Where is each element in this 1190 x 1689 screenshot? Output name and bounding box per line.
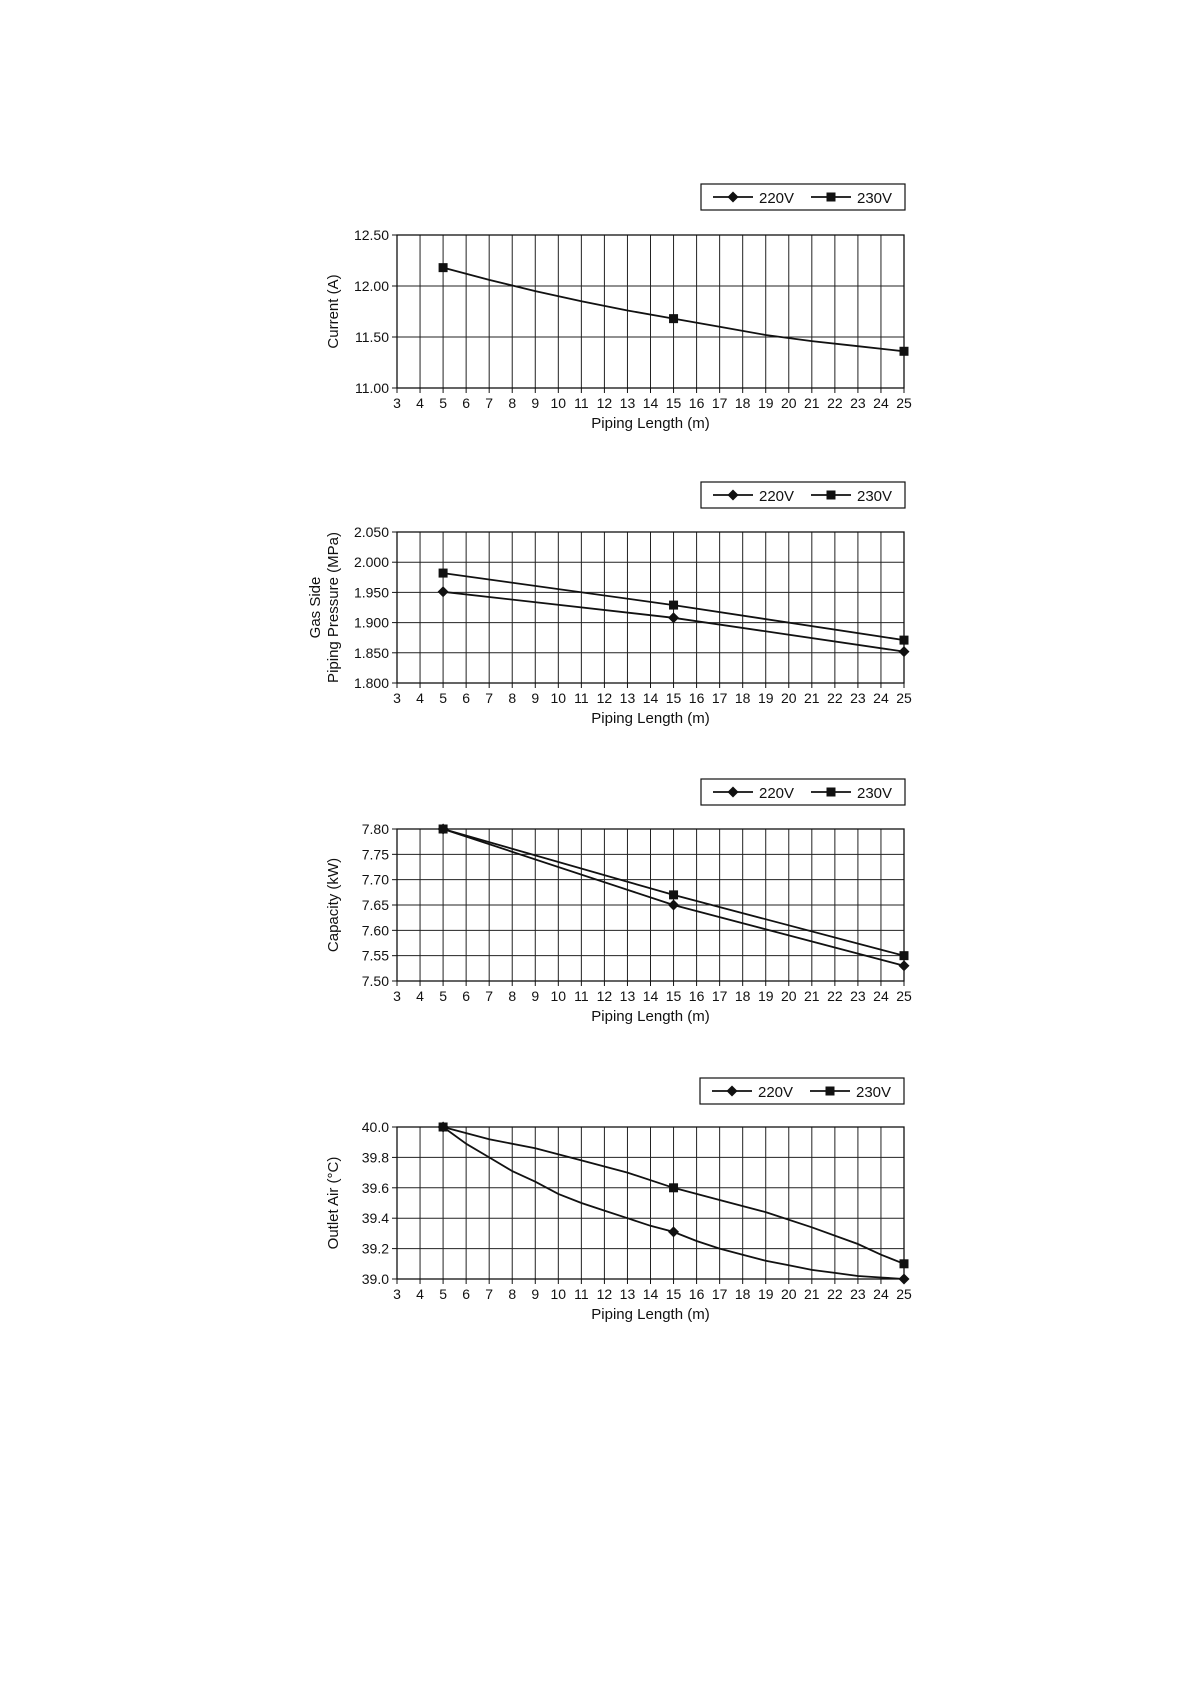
x-tick-label: 23 [850,690,866,706]
y-tick-label: 7.60 [361,922,389,939]
x-tick-label: 14 [642,1286,659,1302]
chart-1 [325,184,912,432]
x-tick-label: 19 [757,690,774,706]
data-point-230V [439,569,448,578]
x-tick-label: 15 [665,988,682,1004]
legend-label-230V: 230V [856,1084,892,1101]
x-tick-label: 12 [596,690,613,706]
legend-label-230V: 230V [857,785,893,802]
x-tick-label: 21 [804,690,820,706]
data-point-230V [900,951,909,960]
x-tick-label: 20 [780,1286,797,1302]
x-tick-label: 10 [550,1286,567,1302]
x-tick-label: 17 [711,988,728,1004]
y-tick-label: 2.050 [353,524,389,540]
legend-marker-230V [827,491,836,500]
x-tick-label: 10 [550,988,567,1004]
data-point-220V [668,1226,679,1237]
y-tick-label: 7.70 [361,871,389,888]
x-tick-label: 21 [804,395,820,411]
y-tick-label: 7.55 [361,947,389,964]
chart-3 [325,779,912,1025]
x-tick-label: 12 [596,988,613,1004]
x-tick-label: 13 [619,1286,636,1302]
x-tick-label: 11 [574,988,589,1004]
x-axis-label: Piping Length (m) [591,1008,710,1025]
x-tick-label: 18 [734,1286,751,1302]
legend [701,184,905,210]
grid [397,829,904,981]
x-axis-label: Piping Length (m) [591,415,710,432]
x-tick-label: 20 [780,988,797,1004]
y-tick-label: 12.50 [353,227,389,243]
y-tick-label: 7.80 [361,821,389,837]
legend-label-220V: 220V [759,785,795,802]
data-point-220V [899,1274,910,1285]
x-tick-label: 7 [485,1286,494,1302]
legend-marker-230V [827,193,836,202]
x-tick-label: 21 [804,988,820,1004]
x-tick-label: 23 [850,1286,866,1302]
y-tick-label: 11.50 [355,329,389,345]
legend [701,779,905,805]
x-tick-label: 10 [550,395,567,411]
x-tick-label: 20 [780,690,797,706]
x-axis-label: Piping Length (m) [591,1306,710,1323]
x-tick-label: 7 [485,395,494,411]
grid [397,235,904,388]
y-axis-label: Capacity (kW) [325,857,342,953]
x-tick-label: 13 [619,988,636,1004]
legend [701,482,905,508]
x-tick-label: 7 [485,690,494,706]
x-tick-label: 6 [462,1286,471,1302]
x-tick-label: 17 [711,395,728,411]
x-tick-label: 10 [550,690,567,706]
x-tick-label: 12 [596,1286,613,1302]
x-tick-label: 6 [462,988,471,1004]
y-tick-label: 7.75 [361,846,389,863]
x-tick-label: 16 [688,395,705,411]
x-tick-label: 9 [531,988,540,1004]
x-tick-label: 19 [757,1286,774,1302]
chart-4 [325,1078,912,1323]
x-tick-label: 6 [462,395,471,411]
x-tick-label: 24 [873,395,889,411]
x-tick-label: 20 [780,395,797,411]
data-point-230V [439,825,448,834]
data-point-230V [439,1123,448,1132]
y-axis-label-line-2: Piping Pressure (MPa) [325,532,342,683]
x-tick-label: 25 [896,988,912,1004]
x-tick-label: 17 [711,690,728,706]
x-tick-label: 23 [850,988,866,1004]
y-tick-label: 39.8 [361,1149,389,1166]
x-tick-label: 7 [485,988,494,1004]
data-point-230V [900,636,909,645]
x-tick-label: 4 [416,988,424,1004]
legend-label-230V: 230V [857,488,893,505]
data-point-230V [900,347,909,356]
x-tick-label: 22 [827,1286,843,1302]
legend-label-230V: 230V [857,190,893,207]
x-tick-label: 25 [896,1286,912,1302]
x-tick-label: 15 [665,395,682,411]
x-tick-label: 24 [873,1286,889,1302]
data-point-230V [439,263,448,272]
x-tick-label: 9 [531,1286,540,1302]
y-tick-label: 40.0 [361,1119,389,1135]
x-tick-label: 16 [688,690,705,706]
x-tick-label: 9 [531,690,540,706]
y-tick-label: 39.0 [361,1271,389,1287]
x-tick-label: 24 [873,690,889,706]
legend [700,1078,904,1104]
x-tick-label: 17 [711,1286,728,1302]
legend-label-220V: 220V [759,488,795,505]
x-tick-label: 14 [642,690,659,706]
x-tick-label: 25 [896,690,912,706]
y-tick-label: 12.00 [353,278,389,294]
y-tick-label: 1.800 [353,675,389,691]
x-tick-label: 14 [642,395,659,411]
x-tick-label: 22 [827,690,843,706]
x-tick-label: 11 [574,1286,589,1302]
x-tick-label: 11 [574,690,589,706]
y-tick-label: 7.50 [361,973,389,989]
x-tick-label: 18 [734,395,751,411]
y-tick-label: 7.65 [361,897,389,913]
y-tick-label: 39.2 [361,1240,389,1257]
x-tick-label: 8 [508,395,517,411]
data-point-220V [899,646,910,657]
y-axis-label: Outlet Air (°C) [325,1156,342,1250]
x-tick-label: 13 [619,395,636,411]
x-tick-label: 15 [665,690,682,706]
data-point-220V [438,586,449,597]
grid [397,532,904,683]
grid [397,1127,904,1279]
x-tick-label: 9 [531,395,540,411]
x-tick-label: 14 [642,988,659,1004]
y-axis-label: Current (A) [325,274,342,349]
x-tick-label: 3 [393,988,401,1004]
data-point-230V [669,1183,678,1192]
x-tick-label: 25 [896,395,912,411]
x-tick-label: 22 [827,988,843,1004]
legend-label-220V: 220V [758,1084,794,1101]
x-tick-label: 5 [439,690,447,706]
x-tick-label: 19 [757,988,774,1004]
data-point-230V [669,890,678,899]
y-tick-label: 39.4 [361,1210,389,1227]
data-point-220V [668,900,679,911]
x-tick-label: 4 [416,395,424,411]
x-tick-label: 22 [827,395,843,411]
y-tick-label: 1.900 [353,614,389,631]
x-tick-label: 8 [508,988,517,1004]
y-tick-label: 2.000 [353,554,389,571]
x-tick-label: 19 [757,395,774,411]
data-point-220V [899,960,910,971]
x-tick-label: 3 [393,395,401,411]
x-tick-label: 24 [873,988,889,1004]
x-tick-label: 23 [850,395,866,411]
x-tick-label: 5 [439,988,447,1004]
x-tick-label: 18 [734,690,751,706]
data-point-220V [668,612,679,623]
x-tick-label: 3 [393,690,401,706]
x-tick-label: 18 [734,988,751,1004]
x-tick-label: 3 [393,1286,401,1302]
x-tick-label: 5 [439,395,447,411]
x-tick-label: 4 [416,1286,424,1302]
x-tick-label: 13 [619,690,636,706]
x-tick-label: 4 [416,690,424,706]
data-point-230V [900,1259,909,1268]
x-tick-label: 12 [596,395,613,411]
legend-label-220V: 220V [759,190,795,207]
legend-marker-230V [827,788,836,797]
data-point-230V [669,314,678,323]
y-tick-label: 1.850 [353,644,389,661]
x-tick-label: 21 [804,1286,820,1302]
x-tick-label: 16 [688,1286,705,1302]
y-axis-label-line-1: Gas Side [307,576,324,639]
x-tick-label: 11 [574,395,589,411]
data-point-230V [669,601,678,610]
chart-2 [307,482,912,727]
y-tick-label: 11.00 [355,380,389,396]
x-tick-label: 6 [462,690,471,706]
x-tick-label: 8 [508,690,517,706]
x-tick-label: 16 [688,988,705,1004]
x-tick-label: 8 [508,1286,517,1302]
y-tick-label: 1.950 [353,584,389,601]
legend-marker-230V [826,1087,835,1096]
y-tick-label: 39.6 [361,1179,389,1196]
x-tick-label: 15 [665,1286,682,1302]
x-axis-label: Piping Length (m) [591,710,710,727]
x-tick-label: 5 [439,1286,447,1302]
